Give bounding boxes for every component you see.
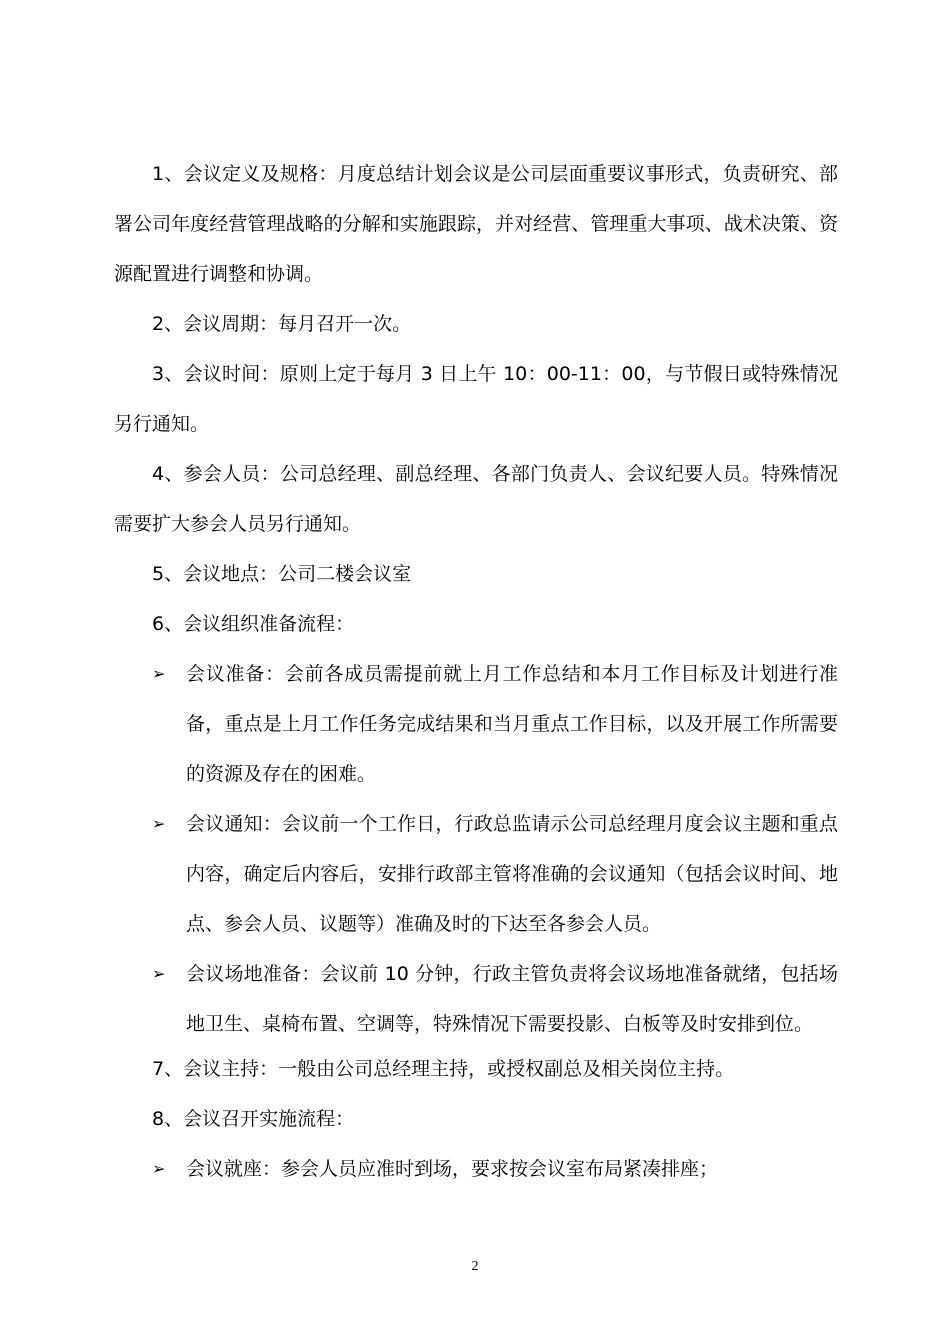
list-item-text: 会议通知：会议前一个工作日，行政总监请示公司总经理月度会议主题和重点内容，确定后内容后，安排行政部主管将准确的会议通知（包括会议时间、地点、参会人员、议题等）准确及时的下达至各参会人员。 — [186, 813, 838, 935]
paragraph-meeting-host: 7、会议主持：一般由公司总经理主持，或授权副总及相关岗位主持。 — [152, 1058, 735, 1080]
paragraph-implementation-process: 8、会议召开实施流程： — [152, 1108, 355, 1130]
list-item-meeting-preparation — [152, 649, 838, 799]
paragraph-preparation-process: 6、会议组织准备流程： — [152, 613, 355, 635]
paragraph-meeting-location: 5、会议地点：公司二楼会议室 — [152, 563, 412, 585]
list-item-meeting-notice — [152, 799, 838, 949]
page-number: 2 — [471, 1259, 479, 1274]
list-item-venue-preparation — [152, 949, 838, 1049]
paragraph-attendees: 4、参会人员：公司总经理、副总经理、各部门负责人、会议纪要人员。特殊情况需要扩大参会人员另行通知。 — [114, 463, 838, 535]
list-item-text: 会议就座：参会人员应准时到场，要求按会议室布局紧凑排座； — [186, 1158, 719, 1180]
paragraph-meeting-cycle: 2、会议周期：每月召开一次。 — [152, 313, 412, 335]
arrow-bullet-icon: ➢ — [152, 664, 166, 683]
list-item-text: 会议场地准备：会议前 10 分钟，行政主管负责将会议场地准备就绪，包括场地卫生、桌椅布置、空调等，特殊情况下需要投影、白板等及时安排到位。 — [186, 963, 838, 1035]
arrow-bullet-icon: ➢ — [152, 1159, 166, 1178]
paragraph-meeting-time: 3、会议时间：原则上定于每月 3 日上午 10：00-11：00，与节假日或特殊情况另行通知。 — [114, 363, 838, 435]
arrow-bullet-icon: ➢ — [152, 964, 166, 983]
paragraph-meeting-definition: 1、会议定义及规格：月度总结计划会议是公司层面重要议事形式，负责研究、部署公司年度经营管理战略的分解和实施跟踪，并对经营、管理重大事项、战术决策、资源配置进行调整和协调。 — [114, 163, 838, 285]
arrow-bullet-icon: ➢ — [152, 814, 166, 833]
list-item-text: 会议准备：会前各成员需提前就上月工作总结和本月工作目标及计划进行准备，重点是上月工作任务完成结果和当月重点工作目标，以及开展工作所需要的资源及存在的困难。 — [186, 663, 838, 785]
list-item-seating — [152, 1144, 838, 1194]
